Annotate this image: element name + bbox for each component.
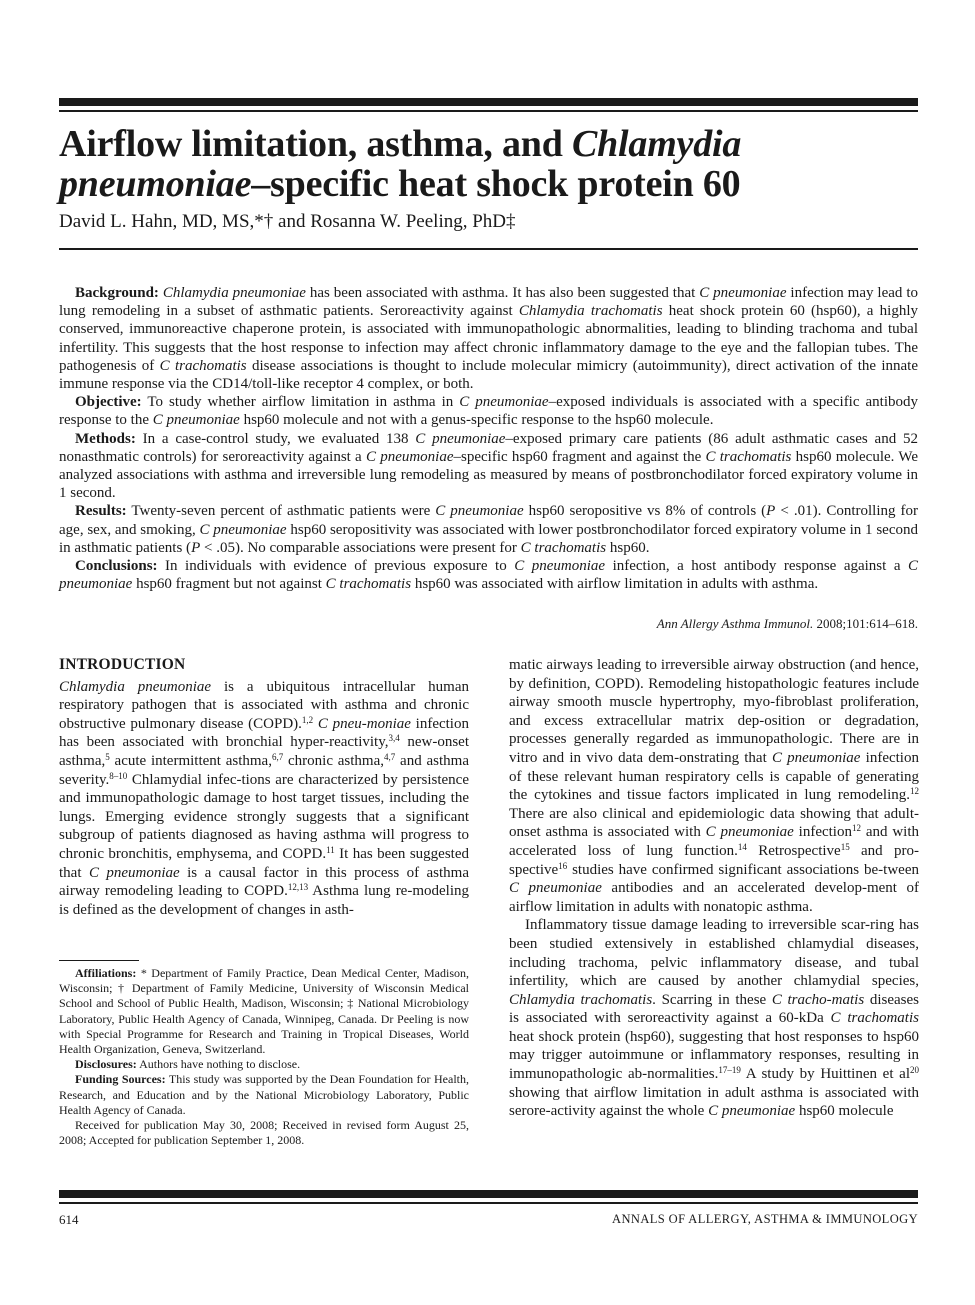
abstract-objective: Objective: To study whether airflow limitation in asthma in C pneumoniae–exposed individuals is associated with a specific antibody response to the C pneumoniae hsp60 molecule and not with a genus-specific response to the hsp60 molecule. <box>59 394 919 429</box>
bottom-thick-rule <box>59 1190 918 1198</box>
footnotes <box>59 966 469 1148</box>
article-title: Airflow limitation, asthma, and Chlamydia pneumoniae–specific heat shock protein 60 <box>59 123 742 205</box>
results-heading: Results: <box>75 503 127 520</box>
affiliations-heading: Affiliations: <box>75 966 137 980</box>
right-column <box>509 656 919 1121</box>
disclosures-heading: Disclosures: <box>75 1057 137 1072</box>
intro-paragraph-1: Chlamydia pneumoniae is a ubiquitous intracellular human respiratory pathogen that is associated with asthma and chronic obstructive pulmonary disease (COPD).$^{1,2}$ C pneu-moniae infection has been associated with bronchial hyper-reactivity,$^{3,4}$ new-onset asthma,$^5$ acute intermittent asthma,$^{6,7}$ chronic asthma,$^{4,7}$ and asthma severity.$^{8-10}$ Chlamydial infec-tions are characterized by persistence and immunopathologic damage to host target tissues, including the lungs. Emerging evidence strongly suggests that a significant subgroup of patients diagnosed as having asthma will progress to chronic bronchitis, emphysema, and COPD.$^{11}$ It has been suggested that C pneumoniae is a causal factor in this process of asthma airway remodeling leading to COPD.$^{12,13}$ Asthma lung re-modeling is defined as the development of changes in asth- <box>59 678 470 918</box>
intro-paragraph-1-continued: matic airways leading to irreversible airway obstruction (and hence, by definition, COPD). Remodeling histopathologic features include airway smooth muscle hypertrophy, myo-fibroblast proliferation, and excess extracellular matrix dep-osition or degradation, processes generally regarded as immunopathologic. There are in vitro and in vivo data dem-onstrating that C pneumoniae infection of these relevant human respiratory cells is capable of generating the cytokines and tissue factors implicated in lung remodeling.$^{12}$ There are also clinical and epidemiologic data showing that adult-onset asthma is associated with C pneumoniae infection$^{12}$ and with accelerated loss of lung function.$^{14}$ Retrospective$^{15}$ and pro-spective$^{16}$ studies have confirmed significant associations be-tween C pneumoniae antibodies and an accelerated develop-ment of airflow limitation in adults with nonatopic asthma. <box>509 657 920 915</box>
citation-details: 2008;101:614–618. <box>816 616 918 631</box>
bottom-thin-rule <box>59 1202 918 1204</box>
objective-heading: Objective: <box>75 394 142 411</box>
funding-heading: Funding Sources: <box>75 1072 166 1087</box>
author-line: David L. Hahn, MD, MS,*† and Rosanna W. Peeling, PhD‡ <box>59 211 516 232</box>
abstract-background: Background: Chlamydia pneumoniae has been associated with asthma. It has also been suggested that C pneumoniae infection may lead to lung remodeling in a subset of asthmatic patients. Seroreactivity against Chlamydia trachomatis heat shock protein 60 (hsp60), a highly conserved, immunoreactive chaperone protein, is associated with immunopathologic abnormalities, leading to blinding trachoma and tubal infertility. This suggests that the host response to infection may affect chronic inflammatory damage to the eye and the fallopian tubes. The pathogenesis of C trachomatis disease associations is thought to include molecular mimicry (autoimmunity), direct activation of the innate immune response via the CD14/toll-like receptor 4 complex, or both. <box>59 285 918 393</box>
methods-heading: Methods: <box>75 430 136 447</box>
citation-journal: Ann Allergy Asthma Immunol. <box>656 616 814 631</box>
intro-paragraph-2: Inflammatory tissue damage leading to irreversible scar-ring has been studied extensively in established chlamydial diseases, including trachoma, pelvic inflammatory disease, and tubal infertility, which are caused by another chlamydial species, Chlamydia trachomatis. Scarring in these C tracho-matis diseases is associated with seroreactivity against a 60-kDa C trachomatis heat shock protein (hsp60), suggesting that host responses to hsp60 may trigger autoimmune or inflammatory responses, resulting in immunopathologic ab-normalities.$^{17-19}$ A study by Huittinen et $al^{20}$ showing that airflow limitation in adult asthma is associated with serore-activity against the whole C pneumoniae hsp60 molecule <box>509 917 919 1120</box>
journal-citation <box>657 616 918 632</box>
abstract <box>59 284 918 593</box>
footnote-affiliations <box>59 966 469 1057</box>
conclusions-heading: Conclusions: <box>75 558 158 575</box>
footnote-disclosures <box>59 1057 469 1072</box>
footnote-divider <box>59 960 139 961</box>
left-column <box>59 656 469 919</box>
journal-name: ANNALS OF ALLERGY, ASTHMA & IMMUNOLOGY <box>612 1212 918 1226</box>
footnote-funding <box>59 1072 469 1118</box>
top-thick-rule <box>59 98 918 106</box>
abstract-methods: Methods: In a case-control study, we evaluated 138 C pneumoniae–exposed primary care patients (86 adult asthmatic cases and 52 nonasthmatic controls) for seroreactivity against a C pneumoniae–specific hsp60 fragment and against the C trachomatis hsp60 molecule. We analyzed associations with asthma and irreversible lung remodeling as measured by means of postbronchodilator forced expiratory volume in 1 second. <box>59 430 918 502</box>
funding-text: This study was supported by the Dean Foundation for Health, Research, and Education and by the National Microbiology Laboratory, Public Health Agency of Canada. <box>59 1072 469 1117</box>
footnote-received: Received for publication May 30, 2008; Received in revised form August 25, 2008; Accepted for publication September 1, 2008. <box>59 1118 469 1148</box>
introduction-heading: INTRODUCTION <box>59 656 186 673</box>
disclosures-text: Authors have nothing to disclose. <box>139 1057 301 1072</box>
abstract-conclusions: Conclusions: In individuals with evidence of previous exposure to C pneumoniae infection, a host antibody response against a C pneumoniae hsp60 fragment but not against C trachomatis hsp60 was associated with airflow limitation in adults with asthma. <box>59 558 918 593</box>
abstract-results: Results: Twenty-seven percent of asthmatic patients were C pneumoniae hsp60 seropositive vs 8% of controls (P < .01). Controlling for age, sex, and smoking, C pneumoniae hsp60 seropositivity was associated with lower postbronchodilator forced expiratory volume in 1 second in asthmatic patients (P < .05). No comparable associations were present for C trachomatis hsp60. <box>59 503 918 556</box>
page-number: 614 <box>59 1212 79 1227</box>
top-thin-rule <box>59 110 918 112</box>
affiliations-text: * Department of Family Practice, Dean Medical Center, Madison, Wisconsin; † Department of Family Medicine, University of Wisconsin Medical School and School of Public Health, Madison, Wisconsin; ‡ National Microbiology Laboratory, Public Health Agency of Canada, Winnipeg, Canada. Dr Peeling is now with Special Programme for Research and Training in Tropical Diseases, World Health Organization, Geneva, Switzerland. <box>59 966 469 1057</box>
title-bottom-rule <box>59 248 918 250</box>
background-heading: Background: <box>75 285 159 301</box>
